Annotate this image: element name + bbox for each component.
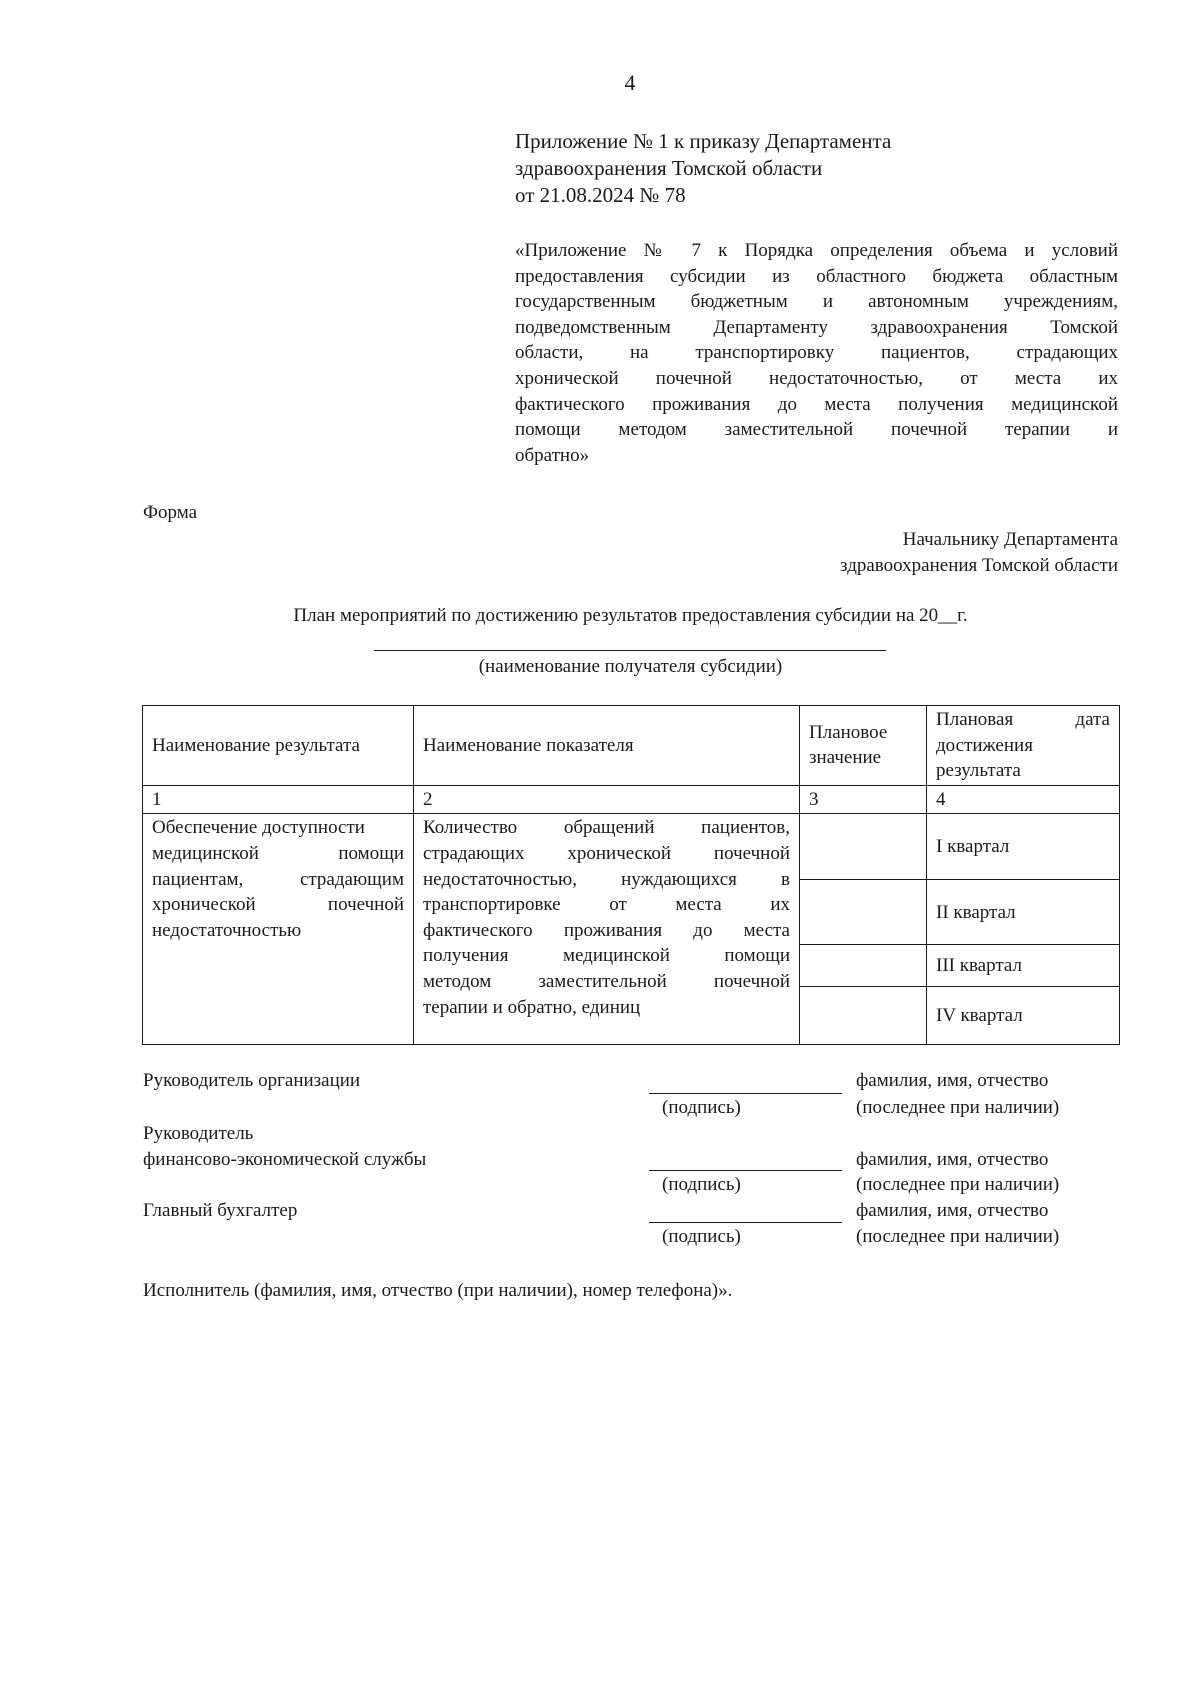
planned-value-cell <box>800 814 927 880</box>
header-indicator-name: Наименование показателя <box>414 706 800 786</box>
appendix-7-line: предоставления субсидии из областного бюджета областным <box>515 265 1118 287</box>
indicator-line: страдающих хронической почечной <box>423 842 790 864</box>
header-planned-date-line: результата <box>936 760 1021 782</box>
table-row <box>143 814 1120 880</box>
header-planned-date <box>927 706 1120 786</box>
recipient-note: (наименование получателя субсидии) <box>478 656 783 677</box>
header-planned-value <box>800 706 927 786</box>
executor-line: Исполнитель (фамилия, имя, отчество (при наличии), номер телефона)». <box>143 1280 733 1301</box>
fio-label: фамилия, имя, отчество <box>856 1149 1049 1170</box>
header-planned-date-line: Плановая дата <box>936 709 1110 730</box>
plan-table <box>142 705 1120 1045</box>
signature-sublabel: (подпись) <box>662 1097 741 1118</box>
column-number: 4 <box>927 785 1120 814</box>
indicator-line: терапии и обратно, единиц <box>423 996 641 1018</box>
signature-sublabel: (подпись) <box>662 1226 741 1247</box>
appendix-7-heading <box>515 238 1118 468</box>
result-line: Обеспечение доступности <box>152 817 365 839</box>
result-line: хронической почечной <box>152 894 404 916</box>
indicator-line: методом заместительной почечной <box>423 970 790 992</box>
signature-label-accountant: Главный бухгалтер <box>143 1200 298 1221</box>
planned-value-cell <box>800 945 927 987</box>
result-line: пациентам, страдающим <box>152 868 404 890</box>
result-cell <box>143 814 414 1045</box>
fio-label: фамилия, имя, отчество <box>856 1200 1049 1221</box>
header-planned-date-line: достижения <box>936 734 1033 756</box>
indicator-line: недостаточностью, нуждающихся в <box>423 868 790 890</box>
quarter-cell: III квартал <box>927 945 1120 987</box>
appendix-7-line: фактического проживания до места получения медицинской <box>515 393 1118 415</box>
quarter-cell: IV квартал <box>927 987 1120 1045</box>
quarter-cell: II квартал <box>927 880 1120 945</box>
appendix-7-line: «Приложение № 7 к Порядка определения объема и условий <box>515 240 1118 261</box>
indicator-cell <box>414 814 800 1045</box>
table-header-row <box>143 706 1120 786</box>
signature-line <box>649 1222 842 1223</box>
recipient-name-line <box>374 650 886 651</box>
appendix-1-heading <box>515 128 1115 209</box>
fio-note: (последнее при наличии) <box>856 1174 1060 1195</box>
appendix-7-line: обратно» <box>515 444 590 466</box>
signature-line <box>649 1093 842 1094</box>
form-label: Форма <box>143 502 198 523</box>
appendix-7-line: подведомственным Департаменту здравоохранения Томской <box>515 316 1118 338</box>
header-result-name: Наименование результата <box>143 706 414 786</box>
appendix-7-line: области, на транспортировку пациентов, страдающих <box>515 342 1118 364</box>
table-number-row <box>143 785 1120 814</box>
indicator-line: получения медицинской помощи <box>423 945 790 967</box>
planned-value-cell <box>800 880 927 945</box>
appendix-7-line: хронической почечной недостаточностью, от места их <box>515 367 1118 389</box>
addressee-line: здравоохранения Томской области <box>840 555 1118 576</box>
header-planned-value-line: значение <box>809 747 882 769</box>
appendix-1-line: здравоохранения Томской области <box>515 156 823 180</box>
indicator-line: фактического проживания до места <box>423 919 790 941</box>
appendix-1-line: Приложение № 1 к приказу Департамента <box>515 129 892 153</box>
column-number: 3 <box>800 785 927 814</box>
result-line: недостаточностью <box>152 919 302 941</box>
planned-value-cell <box>800 987 927 1045</box>
fio-label: фамилия, имя, отчество <box>856 1070 1049 1091</box>
appendix-1-line: от 21.08.2024 № 78 <box>515 183 686 207</box>
indicator-line: Количество обращений пациентов, <box>423 817 790 839</box>
column-number: 2 <box>414 785 800 814</box>
addressee <box>600 527 1118 579</box>
signature-label-finance: Руководитель <box>143 1123 254 1144</box>
signature-line <box>649 1170 842 1171</box>
indicator-line: транспортировке от места их <box>423 894 790 916</box>
signature-sublabel: (подпись) <box>662 1174 741 1195</box>
header-planned-value-line: Плановое <box>809 721 888 743</box>
page-number: 4 <box>624 70 636 95</box>
column-number: 1 <box>143 785 414 814</box>
appendix-7-line: государственным бюджетным и автономным учреждениям, <box>515 291 1118 313</box>
result-line: медицинской помощи <box>152 842 404 864</box>
addressee-line: Начальнику Департамента <box>902 529 1118 550</box>
fio-note: (последнее при наличии) <box>856 1226 1060 1247</box>
plan-title: План мероприятий по достижению результатов предоставления субсидии на 20__г. <box>293 605 968 626</box>
signature-label-head: Руководитель организации <box>143 1070 361 1091</box>
fio-note: (последнее при наличии) <box>856 1097 1060 1118</box>
appendix-7-line: помощи методом заместительной почечной терапии и <box>515 419 1118 441</box>
signature-label-finance-line2: финансово-экономической службы <box>143 1149 427 1170</box>
quarter-cell: I квартал <box>927 814 1120 880</box>
